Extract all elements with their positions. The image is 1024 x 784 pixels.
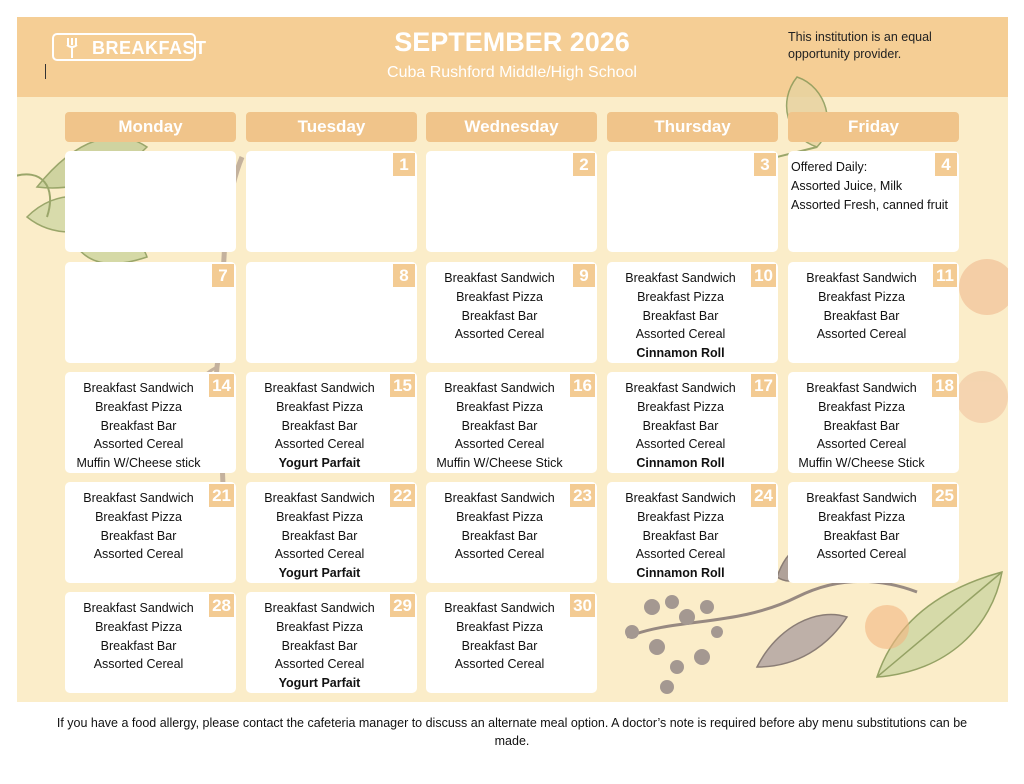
day-header-1: Tuesday <box>246 112 417 142</box>
menu-items <box>607 379 754 473</box>
day-cell <box>246 262 417 363</box>
day-header-0: Monday <box>65 112 236 142</box>
menu-item: Assorted Cereal <box>274 657 365 672</box>
day-cell <box>65 592 236 693</box>
menu-item: Breakfast Pizza <box>818 509 905 524</box>
menu-items <box>246 489 393 583</box>
day-cell <box>788 262 959 363</box>
menu-item: Breakfast Sandwich <box>625 381 736 395</box>
date-badge: 24 <box>751 484 776 507</box>
menu-item: Assorted Cereal <box>454 657 545 672</box>
menu-item: Assorted Cereal <box>635 437 726 452</box>
date-badge: 14 <box>209 374 234 397</box>
menu-item: Assorted Cereal <box>274 547 365 562</box>
menu-item: Breakfast Bar <box>823 418 900 433</box>
menu-item: Breakfast Bar <box>642 308 719 323</box>
menu-item: Assorted Cereal <box>816 547 907 562</box>
date-badge: 9 <box>573 264 595 287</box>
date-badge: 30 <box>570 594 595 617</box>
menu-items <box>788 379 935 473</box>
menu-item: Breakfast Bar <box>642 418 719 433</box>
day-cell <box>607 372 778 473</box>
menu-item: Breakfast Pizza <box>637 509 724 524</box>
menu-items <box>607 489 754 583</box>
menu-item: Breakfast Sandwich <box>444 271 555 285</box>
menu-item: Assorted Cereal <box>454 547 545 562</box>
menu-item: Assorted Cereal <box>816 437 907 452</box>
menu-item: Breakfast Bar <box>823 308 900 323</box>
special-menu-item: Cinnamon Roll <box>636 566 725 581</box>
day-cell <box>65 262 236 363</box>
special-menu-item: Yogurt Parfait <box>278 456 361 471</box>
date-badge: 10 <box>751 264 776 287</box>
day-cell <box>426 482 597 583</box>
date-badge: 1 <box>393 153 415 176</box>
menu-item: Breakfast Pizza <box>637 399 724 414</box>
menu-item: Muffin W/Cheese Stick <box>436 456 563 471</box>
date-badge: 28 <box>209 594 234 617</box>
menu-item: Breakfast Bar <box>823 528 900 543</box>
menu-item: Breakfast Sandwich <box>444 491 555 505</box>
menu-items <box>426 269 573 344</box>
berry-illustration-right <box>956 259 1008 423</box>
menu-item: Breakfast Bar <box>461 308 538 323</box>
menu-item: Breakfast Pizza <box>276 399 363 414</box>
menu-items <box>65 599 212 674</box>
menu-item: Breakfast Bar <box>281 528 358 543</box>
special-menu-item: Cinnamon Roll <box>636 456 725 471</box>
menu-item: Breakfast Pizza <box>95 619 182 634</box>
date-badge: 17 <box>751 374 776 397</box>
menu-item: Assorted Cereal <box>635 327 726 342</box>
day-header-3: Thursday <box>607 112 778 142</box>
date-badge: 11 <box>933 264 957 287</box>
menu-items <box>426 489 573 564</box>
menu-page <box>17 17 1008 702</box>
menu-item: Breakfast Sandwich <box>444 381 555 395</box>
day-cell <box>65 372 236 473</box>
menu-item: Assorted Cereal <box>93 437 184 452</box>
menu-item: Breakfast Sandwich <box>806 491 917 505</box>
menu-items <box>426 599 573 674</box>
day-cell <box>788 482 959 583</box>
date-badge: 21 <box>209 484 234 507</box>
menu-item: Breakfast Sandwich <box>264 601 375 615</box>
menu-item: Breakfast Sandwich <box>264 491 375 505</box>
date-badge: 8 <box>393 264 415 287</box>
menu-item: Breakfast Pizza <box>818 399 905 414</box>
text-cursor <box>45 64 46 79</box>
menu-item: Assorted Cereal <box>454 437 545 452</box>
allergy-note: If you have a food allergy, please contact the cafeteria manager to discuss an alternate meal option. A doctor’s note is required before aby menu substitutions can be made. <box>56 716 968 748</box>
breakfast-logo <box>52 33 207 61</box>
fork-icon <box>64 37 82 59</box>
menu-item: Assorted Fresh, canned fruit <box>791 197 949 212</box>
menu-item: Breakfast Bar <box>642 528 719 543</box>
menu-item: Breakfast Bar <box>461 638 538 653</box>
day-cell <box>426 262 597 363</box>
menu-item: Breakfast Pizza <box>637 289 724 304</box>
special-menu-item: Yogurt Parfait <box>278 566 361 581</box>
menu-item: Assorted Cereal <box>454 327 545 342</box>
menu-item: Breakfast Pizza <box>276 619 363 634</box>
menu-items <box>788 269 935 344</box>
menu-item: Breakfast Bar <box>281 418 358 433</box>
menu-item: Assorted Cereal <box>93 657 184 672</box>
menu-item: Offered Daily: <box>791 160 868 174</box>
menu-item: Muffin W/Cheese Stick <box>798 456 925 471</box>
menu-item: Breakfast Bar <box>461 418 538 433</box>
day-cell <box>607 262 778 363</box>
special-menu-item: Yogurt Parfait <box>278 676 361 691</box>
day-cell <box>788 151 959 252</box>
date-badge: 4 <box>935 153 957 176</box>
day-cell <box>246 482 417 583</box>
menu-items <box>607 269 754 363</box>
menu-item: Breakfast Bar <box>281 638 358 653</box>
day-cell <box>246 151 417 252</box>
school-name: Cuba Rushford Middle/High School <box>387 64 637 81</box>
menu-item: Breakfast Sandwich <box>806 271 917 285</box>
day-header-4: Friday <box>788 112 959 142</box>
date-badge: 16 <box>570 374 595 397</box>
menu-item: Breakfast Sandwich <box>806 381 917 395</box>
menu-item: Breakfast Sandwich <box>83 491 194 505</box>
menu-item: Breakfast Pizza <box>456 289 543 304</box>
menu-items <box>65 379 212 473</box>
menu-item: Breakfast Sandwich <box>625 271 736 285</box>
day-cell <box>788 372 959 473</box>
date-badge: 2 <box>573 153 595 176</box>
menu-item: Breakfast Pizza <box>95 509 182 524</box>
date-badge: 3 <box>754 153 776 176</box>
date-badge: 18 <box>932 374 957 397</box>
day-cell <box>246 592 417 693</box>
menu-item: Breakfast Sandwich <box>83 601 194 615</box>
menu-item: Breakfast Sandwich <box>625 491 736 505</box>
menu-item: Breakfast Bar <box>100 528 177 543</box>
day-cell <box>65 482 236 583</box>
menu-items <box>791 158 959 214</box>
menu-item: Breakfast Pizza <box>818 289 905 304</box>
day-cell <box>426 592 597 693</box>
menu-item: Breakfast Sandwich <box>83 381 194 395</box>
date-badge: 7 <box>212 264 234 287</box>
menu-item: Breakfast Sandwich <box>264 381 375 395</box>
menu-item: Assorted Cereal <box>635 547 726 562</box>
page-title: SEPTEMBER 2026 <box>394 27 630 57</box>
menu-items <box>426 379 573 473</box>
logo-text: BREAKFAST <box>92 38 207 58</box>
menu-item: Breakfast Sandwich <box>444 601 555 615</box>
special-menu-item: Cinnamon Roll <box>636 346 725 361</box>
date-badge: 25 <box>932 484 957 507</box>
menu-item: Breakfast Bar <box>100 638 177 653</box>
day-cell <box>65 151 236 252</box>
menu-item: Breakfast Pizza <box>456 509 543 524</box>
date-badge: 15 <box>390 374 415 397</box>
menu-item: Breakfast Pizza <box>276 509 363 524</box>
menu-item: Breakfast Bar <box>100 418 177 433</box>
day-cell <box>246 372 417 473</box>
menu-item: Breakfast Pizza <box>456 619 543 634</box>
menu-item: Breakfast Bar <box>461 528 538 543</box>
menu-items <box>246 599 393 693</box>
menu-item: Assorted Cereal <box>93 547 184 562</box>
menu-items <box>788 489 935 564</box>
day-cell <box>607 482 778 583</box>
day-cell <box>607 151 778 252</box>
day-header-2: Wednesday <box>426 112 597 142</box>
menu-items <box>246 379 393 473</box>
day-cell <box>426 151 597 252</box>
day-cell <box>426 372 597 473</box>
menu-item: Muffin W/Cheese stick <box>76 456 201 471</box>
leaf-illustration-bottom-right <box>865 572 1002 677</box>
menu-item: Assorted Juice, Milk <box>791 178 903 193</box>
date-badge: 23 <box>570 484 595 507</box>
date-badge: 22 <box>390 484 415 507</box>
equal-opportunity-notice: This institution is an equal opportunity provider. <box>788 30 932 61</box>
menu-item: Assorted Cereal <box>816 327 907 342</box>
date-badge: 29 <box>390 594 415 617</box>
menu-item: Breakfast Pizza <box>456 399 543 414</box>
menu-item: Breakfast Pizza <box>95 399 182 414</box>
menu-item: Assorted Cereal <box>274 437 365 452</box>
menu-items <box>65 489 212 564</box>
